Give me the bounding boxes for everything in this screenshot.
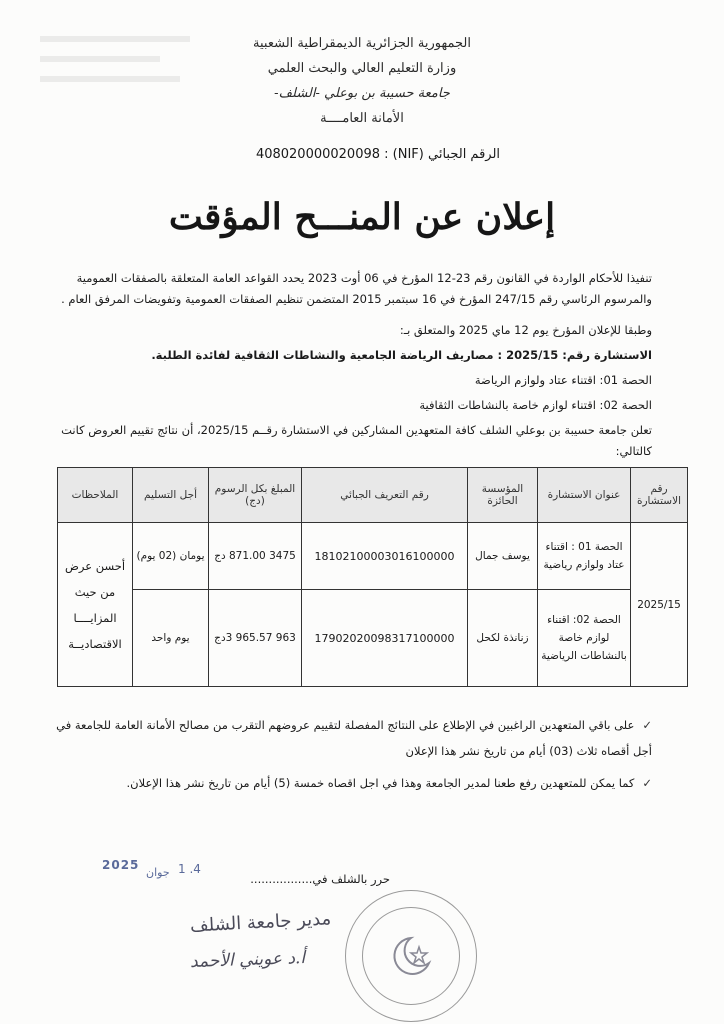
note-item (42, 712, 652, 764)
cell-amount: 963 965.57 3دج (209, 590, 302, 687)
date-stamp-day: 1 .4 (178, 862, 201, 876)
note-item (42, 770, 652, 796)
header-consultation-number: رقم الاستشارة (631, 468, 688, 523)
director-name-handwriting: أ.د عويني الأحمد (189, 947, 306, 973)
nif-label: الرقم الجبائي (NIF) : (384, 147, 501, 162)
cell-delivery: يومان (02 يوم) (133, 523, 209, 590)
date-stamp-year: 2025 (102, 858, 140, 872)
place-date-line: حرر بالشلف في................. (250, 872, 390, 886)
cell-company: زنانذة لكحل (468, 590, 538, 687)
lot1-line: الحصة 01: اقتناء عتاد ولوازم الرياضة (474, 373, 652, 387)
cell-company: يوسف جمال (468, 523, 538, 590)
date-stamp-month: جوان (146, 866, 170, 879)
intro-paragraph: تنفيذا للأحكام الواردة في القانون رقم 23-12 المؤرخ في 06 أوت 2023 يحدد القواعد العامة المتعلقة بالصفقات العمومية والمرسوم الرئاسي رقم 247/15 المؤرخ في 16 سبتمبر 2015 المتضمن تنظيم الصفقات العمومية وتفويضات المرفق العام . (61, 271, 652, 306)
header-amount: المبلغ بكل الرسوم (دج) (209, 468, 302, 523)
ministry-heading: وزارة التعليم العالي والبحث العلمي (267, 61, 457, 76)
table-row (58, 590, 688, 687)
nif-line (228, 147, 528, 162)
header-remarks: الملاحظات (58, 468, 133, 523)
secretariat-heading: الأمانة العامــــة (320, 111, 404, 126)
republic-heading: الجمهورية الجزائرية الديمقراطية الشعبية (253, 36, 471, 51)
date-stamp (102, 858, 139, 872)
university-heading: جامعة حسيبة بن بوعلي -الشلف- (274, 86, 450, 101)
header-delivery-time: أجل التسليم (133, 468, 209, 523)
header-tax-id: رقم التعريف الجبائي (302, 468, 468, 523)
note-text: على باقي المتعهدين الراغبين في الإطلاع على النتائج المفصلة لتقييم عروضهم التقرب من مصالح الأمانة العامة للجامعة في أجل أقصاه ثلاث (03) أيام من تاريخ نشر هذا الإعلان (56, 718, 652, 758)
table-row (58, 523, 688, 590)
announcement-paragraph: تعلن جامعة حسيبة بن بوعلي الشلف كافة المتعهدين المشاركين في الاستشارة رقــم 2025/15، أن نتائج تقييم العروض كانت كالتالي: (61, 423, 652, 458)
cell-amount: 3475 871.00 دج (209, 523, 302, 590)
consultation-line: الاستشارة رقم: 2025/15 : مصاريف الرياضة الجامعية والنشاطات الثقافية لفائدة الطلبة. (151, 348, 652, 362)
checkmark-icon: ✓ (642, 776, 652, 790)
star-crescent-icon (386, 933, 436, 979)
cell-title: الحصة 01 : اقتناء عتاد ولوازم رياضية (538, 523, 631, 590)
checkmark-icon: ✓ (642, 718, 652, 732)
cell-remarks: أحسن عرض من حيث المزايــــا الاقتصاديــة (58, 523, 133, 687)
header-consultation-title: عنوان الاستشارة (538, 468, 631, 523)
note-text: كما يمكن للمتعهدين رفع طعنا لمدير الجامعة وهذا في اجل اقصاه خمسة (5) أيام من تاريخ نشر هذا الإعلان. (126, 776, 635, 790)
cell-tax-id: 18102100003016100000 (302, 523, 468, 590)
table-header-row (58, 468, 688, 523)
cell-delivery: يوم واحد (133, 590, 209, 687)
page-title: إعلان عن المنـــح المؤقت (168, 196, 556, 238)
cell-title: الحصة 02: اقتناء لوازم خاصة بالنشاطات الرياضية (538, 590, 631, 687)
lot2-line: الحصة 02: اقتناء لوازم خاصة بالنشاطات الثقافية (419, 398, 652, 412)
cell-consultation-number: 2025/15 (631, 523, 688, 687)
official-seal-icon (345, 890, 477, 1022)
results-table (57, 467, 688, 687)
nif-value: 408020000020098 (255, 147, 381, 162)
cell-tax-id: 17902020098317100000 (302, 590, 468, 687)
header-winning-company: المؤسسة الحائزة (468, 468, 538, 523)
director-title-handwriting: مدير جامعة الشلف (189, 908, 332, 937)
reference-line: وطبقا للإعلان المؤرخ يوم 12 ماي 2025 والمتعلق بـ: (399, 323, 652, 337)
